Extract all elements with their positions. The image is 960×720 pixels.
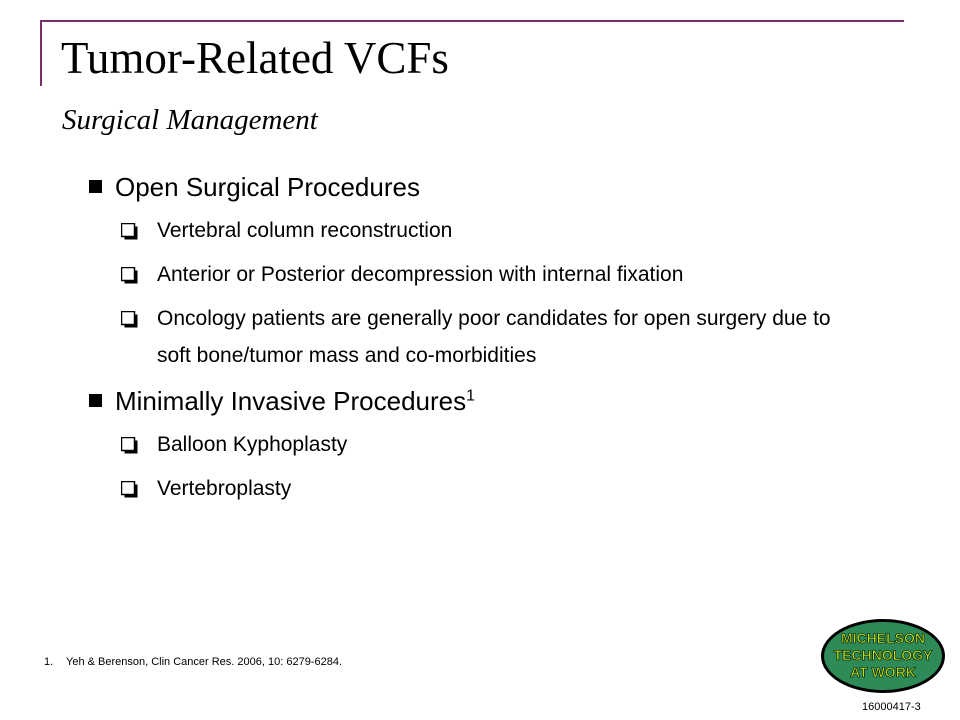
logo-text-line2: TECHNOLOGY xyxy=(833,647,933,663)
footnote xyxy=(44,656,342,668)
checkbox-bullet-icon xyxy=(121,481,138,498)
section-heading-minimally-invasive xyxy=(88,384,848,418)
list-item xyxy=(88,300,848,374)
list-item-text: Oncology patients are generally poor candidates for open surgery due to soft bone/tumor mass and co-morbidities xyxy=(157,307,831,367)
slide-id: 16000417-3 xyxy=(862,701,921,713)
slide-subtitle: Surgical Management xyxy=(62,104,318,136)
list-item-text: Anterior or Posterior decompression with internal fixation xyxy=(157,263,684,286)
logo-text-line1: MICHELSON xyxy=(841,630,925,646)
list-item xyxy=(88,470,848,507)
footnote-number: 1. xyxy=(44,656,54,668)
left-border-line xyxy=(40,20,42,86)
list-item-text: Vertebroplasty xyxy=(157,477,292,500)
square-bullet-icon xyxy=(89,394,102,407)
list-item xyxy=(88,212,848,249)
checkbox-bullet-icon xyxy=(121,267,138,284)
slide-title: Tumor-Related VCFs xyxy=(61,33,449,83)
logo-text-line3: AT WORK xyxy=(850,664,916,680)
section-heading-open-surgical xyxy=(88,170,848,204)
list-item xyxy=(88,426,848,463)
michelson-logo xyxy=(818,616,948,696)
square-bullet-icon xyxy=(89,180,102,193)
section-heading-text: Open Surgical Procedures xyxy=(115,172,420,202)
footnote-text: Yeh & Berenson, Clin Cancer Res. 2006, 10: 6279-6284. xyxy=(66,656,342,668)
section-heading-text: Minimally Invasive Procedures xyxy=(115,386,467,416)
checkbox-bullet-icon xyxy=(121,311,138,328)
footnote-reference: 1 xyxy=(466,387,476,405)
list-item-text: Vertebral column reconstruction xyxy=(157,219,453,242)
bullet-content xyxy=(88,170,848,507)
list-item xyxy=(88,256,848,293)
checkbox-bullet-icon xyxy=(121,437,138,454)
top-border-line xyxy=(40,20,904,22)
list-item-text: Balloon Kyphoplasty xyxy=(157,433,348,456)
checkbox-bullet-icon xyxy=(121,223,138,240)
